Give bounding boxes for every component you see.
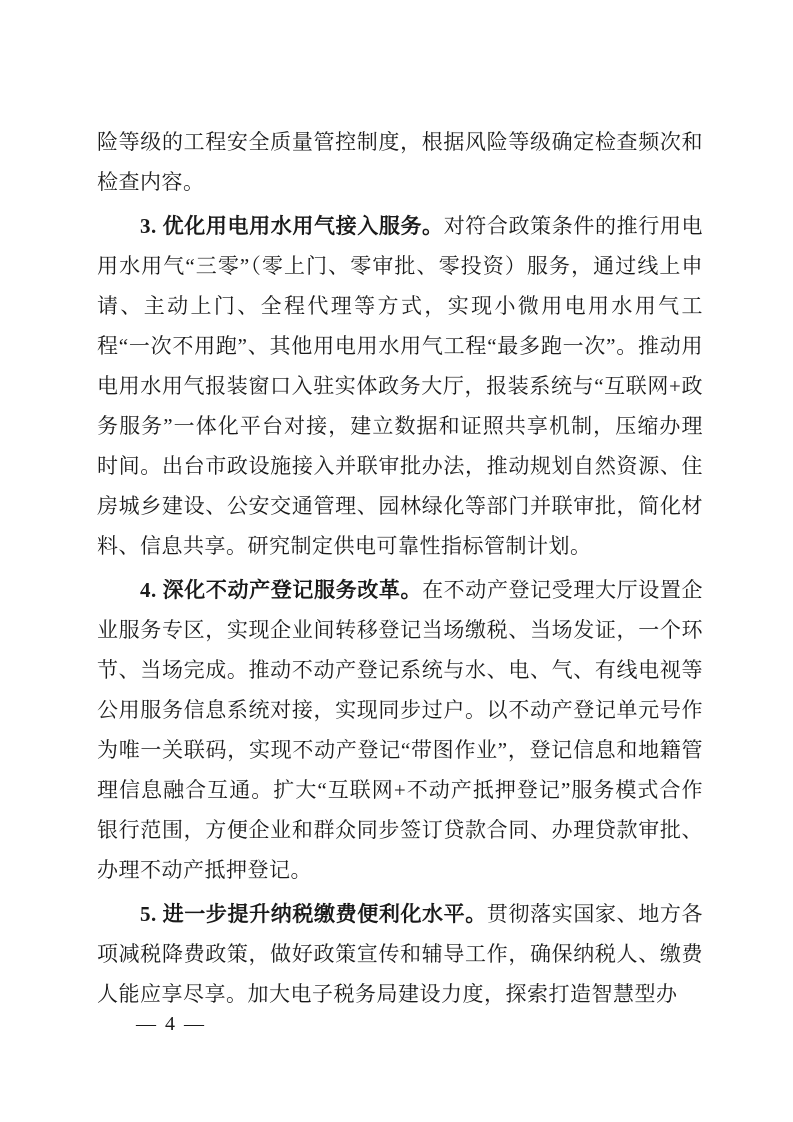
paragraph-section-3	[97, 206, 703, 566]
paragraph-text: 险等级的工程安全质量管控制度，根据风险等级确定检查频次和检查内容。	[97, 130, 703, 194]
section-5-heading: 5. 进一步提升纳税缴费便利化水平。	[140, 902, 487, 926]
section-3-text: 对符合政策条件的推行用电用水用气“三零”（零上门、零审批、零投资）服务，通过线上申请、主动上门、全程代理等方式，实现小微用电用水用气工程“一次不用跑”、其他用电用水用气工程“最多跑一次”。推动用电用水用气报装窗口入驻实体政务大厅，报装系统与“互联网+政务服务”一体化平台对接，建立数据和证照共享机制，压缩办理时间。出台市政设施接入并联审批办法，推动规划自然资源、住房城乡建设、公安交通管理、园林绿化等部门并联审批，简化材料、信息共享。研究制定供电可靠性指标管制计划。	[97, 214, 704, 558]
page-number: — 4 —	[136, 1013, 206, 1035]
section-3-heading: 3. 优化用电用水用气接入服务。	[140, 214, 444, 238]
paragraph-section-4	[97, 570, 703, 890]
page-footer	[136, 1008, 206, 1040]
paragraph-continuation	[97, 122, 703, 202]
document-body	[97, 122, 703, 1014]
section-4-heading: 4. 深化不动产登记服务改革。	[140, 578, 423, 602]
paragraph-section-5	[97, 894, 703, 1014]
section-5-text: 贯彻落实国家、地方各项减税降费政策，做好政策宣传和辅导工作，确保纳税人、缴费人能应享尽享。加大电子税务局建设力度，探索打造智慧型办	[97, 902, 704, 1006]
section-4-text: 在不动产登记受理大厅设置企业服务专区，实现企业间转移登记当场缴税、当场发证，一个环节、当场完成。推动不动产登记系统与水、电、气、有线电视等公用服务信息系统对接，实现同步过户。以不动产登记单元号作为唯一关联码，实现不动产登记“带图作业”，登记信息和地籍管理信息融合互通。扩大“互联网+不动产抵押登记”服务模式合作银行范围，方便企业和群众同步签订贷款合同、办理贷款审批、办理不动产抵押登记。	[97, 578, 704, 882]
